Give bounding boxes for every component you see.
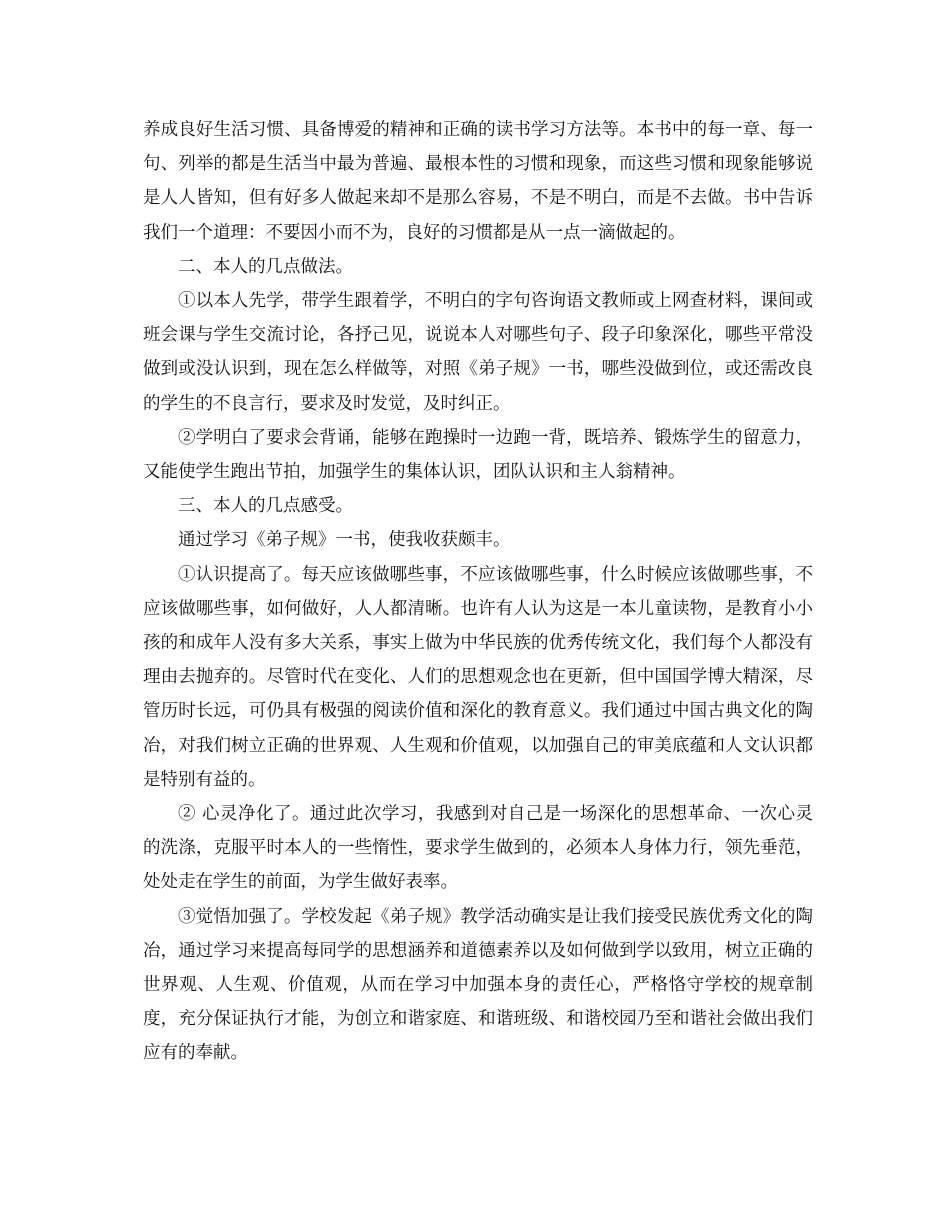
section-heading-feelings: 三、本人的几点感受。 [178,496,353,517]
section-heading-methods: 二、本人的几点做法。 [178,256,353,277]
paragraph-feeling-1: ①认识提高了。每天应该做哪些事，不应该做哪些事，什么时候应该做哪些事，不应该做哪些事，如何做好，人人都清晰。也许有人认为这是一本儿童读物，是教育小小孩的和成年人没有多大关系，事实上做为中华民族的优秀传统文化，我们每个人都没有理由去抛弃的。尽管时代在变化、人们的思想观念也在更新，但中国国学博大精深，尽管历时长远，可仍具有极强的阅读价值和深化的教育意义。我们通过中国古典文化的陶冶，对我们树立正确的世界观、人生观和价值观，以加强自己的审美底蕴和人文认识都是特别有益的。 [143,564,813,790]
paragraph-method-1: ①以本人先学，带学生跟着学，不明白的字句咨询语文教师或上网查材料，课间或班会课与学生交流讨论，各抒己见，说说本人对哪些句子、段子印象深化，哪些平常没做到或没认识到，现在怎么样做等，对照《弟子规》一书，哪些没做到位，或还需改良的学生的不良言行，要求及时发觉，及时纠正。 [143,291,813,414]
paragraph-feeling-2: ② 心灵净化了。通过此次学习，我感到对自己是一场深化的思想革命、一次心灵的洗涤，克服平时本人的一些惰性，要求学生做到的，必须本人身体力行，领先垂范，处处走在学生的前面，为学生做好表率。 [143,804,813,893]
paragraph-feelings-intro: 通过学习《弟子规》一书，使我收获颇丰。 [178,530,511,551]
paragraph-feeling-3: ③觉悟加强了。学校发起《弟子规》教学活动确实是让我们接受民族优秀文化的陶冶，通过学习来提高每同学的思想涵养和道德素养以及如何做到学以致用，树立正确的世界观、人生观、价值观，从而在学习中加强本身的责任心，严格恪守学校的规章制度，充分保证执行才能，为创立和谐家庭、和谐班级、和谐校园乃至和谐社会做出我们应有的奉献。 [143,906,813,1064]
paragraph-method-2: ②学明白了要求会背诵，能够在跑操时一边跑一背，既培养、锻炼学生的留意力，又能使学生跑出节拍，加强学生的集体认识，团队认识和主人翁精神。 [143,427,813,483]
document-body [143,113,813,1071]
paragraph-continued-intro: 养成良好生活习惯、具备博爱的精神和正确的读书学习方法等。本书中的每一章、每一句、列举的都是生活当中最为普遍、最根本性的习惯和现象，而这些习惯和现象能够说是人人皆知，但有好多人做起来却不是那么容易，不是不明白，而是不去做。书中告诉我们一个道理：不要因小而不为，良好的习惯都是从一点一滴做起的。 [143,120,813,243]
